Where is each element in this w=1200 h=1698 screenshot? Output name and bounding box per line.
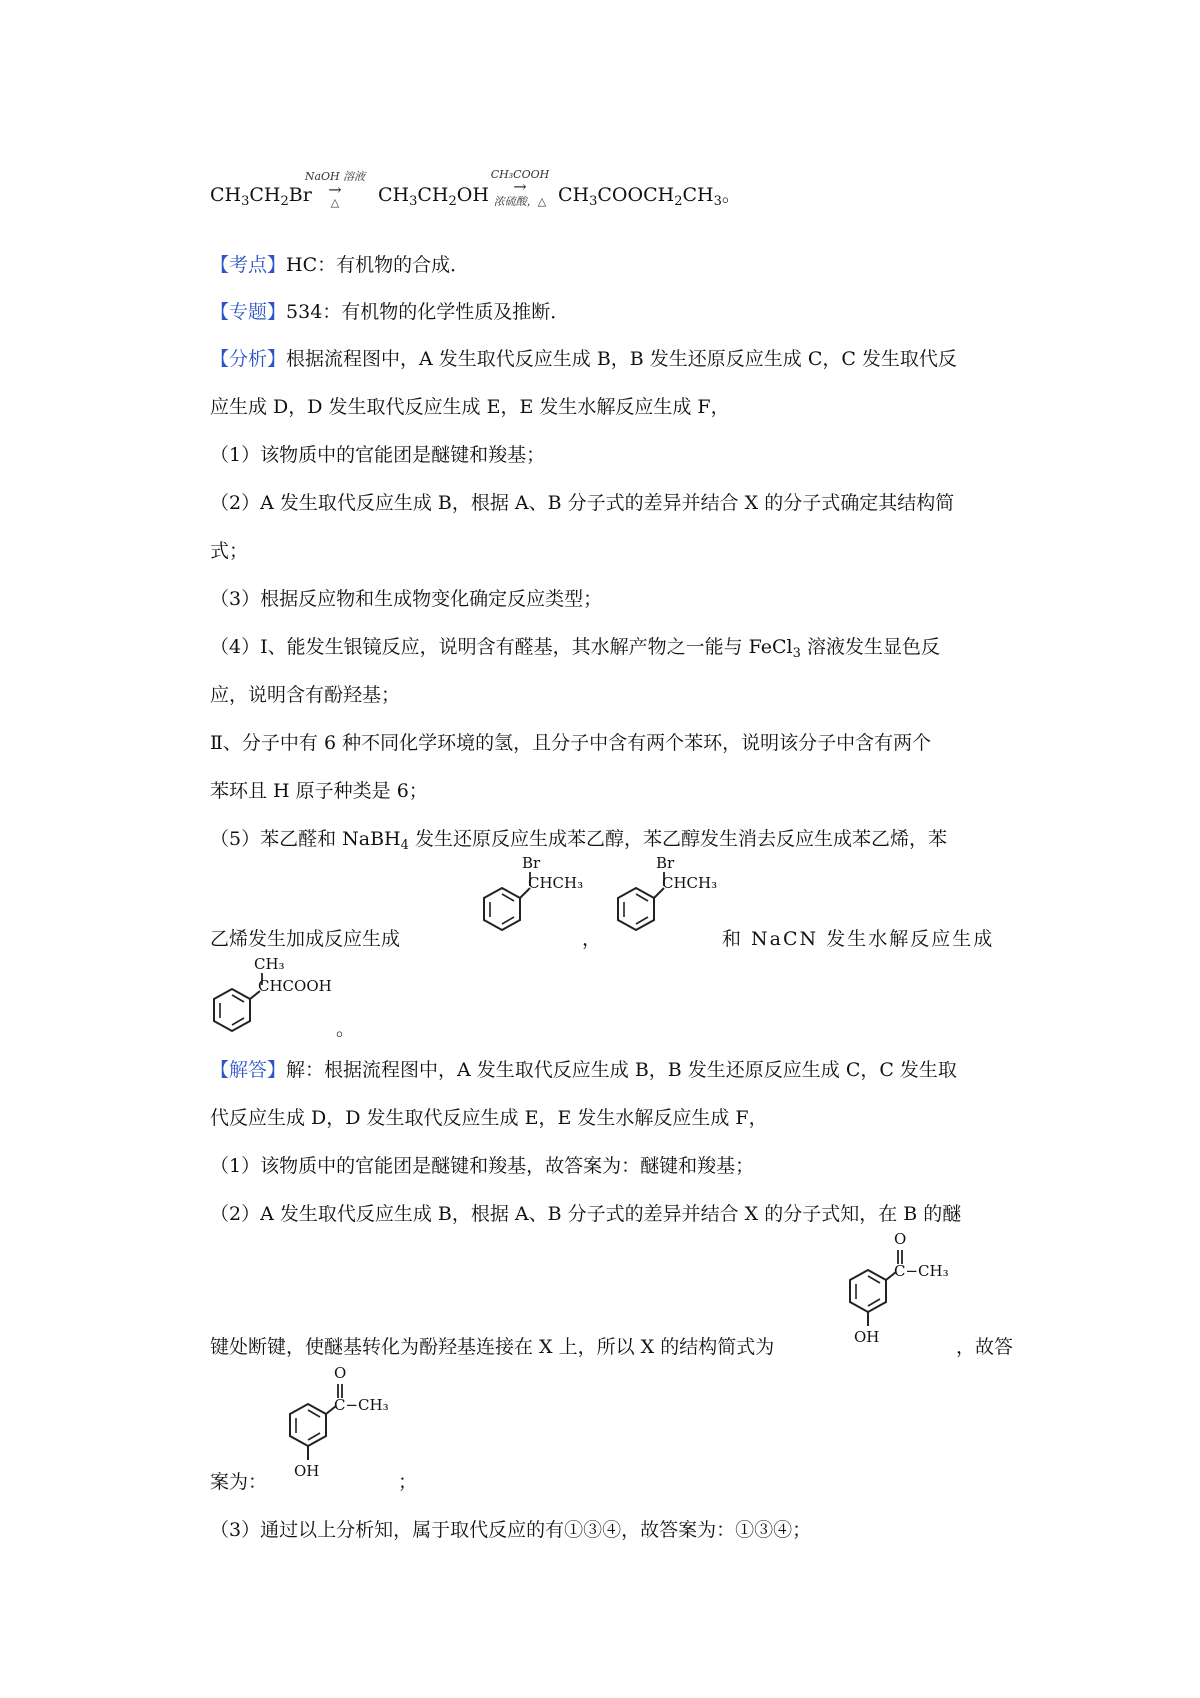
fenxi-p4a: （4）Ⅰ、能发生银镜反应，说明含有醛基，其水解产物之一能与 FeCl$_3$ 溶液发生显色反 xyxy=(210,636,940,661)
hydroxyacetophenone-structure-1 xyxy=(838,1230,968,1346)
keto-chain-label: C−CH₃ xyxy=(894,1262,949,1280)
keto-o-label: O xyxy=(894,1230,907,1248)
fenxi-p2b: 式； xyxy=(210,540,249,562)
fenxi-p4b: 应，说明含有酚羟基； xyxy=(210,684,401,706)
oh-label: OH xyxy=(854,1328,880,1346)
ethyl-acetate: $CH_3COOCH_2CH_3$。 xyxy=(558,184,741,209)
hydroxyacetophenone-structure-2 xyxy=(278,1364,408,1480)
jieda-tag: 【解答】 xyxy=(210,1059,287,1081)
ethyl-bromide: $CH_3CH_2Br$ xyxy=(210,184,312,209)
arrow-2 xyxy=(480,168,560,209)
fenxi-p4d: 苯环且 H 原子种类是 6； xyxy=(210,780,428,802)
methyl-label: CH₃ xyxy=(254,955,285,973)
jieda-p2c-1: 案为： xyxy=(210,1471,268,1493)
zhuanti-tag: 【专题】 xyxy=(210,301,287,323)
bromoethylbenzene-structure-2 xyxy=(596,854,718,950)
keto-o-label: O xyxy=(334,1364,347,1382)
chain-label: CHCH₃ xyxy=(528,874,584,892)
jieda-p2b-2: ，故答 xyxy=(956,1336,1014,1358)
fenxi-p3: （3）根据反应物和生成物变化确定反应类型； xyxy=(210,588,603,610)
jieda-p2a: （2）A 发生取代反应生成 B，根据 A、B 分子式的差异并结合 X 的分子式知，在 B 的醚 xyxy=(210,1203,962,1225)
fenxi-p5a: （5）苯乙醛和 NaBH$_4$ 发生还原反应生成苯乙醇，苯乙醇发生消去反应生成苯乙烯，苯 xyxy=(210,828,947,853)
fenxi-p4c: Ⅱ、分子中有 6 种不同化学环境的氢，且分子中含有两个苯环，说明该分子中含有两个 xyxy=(210,732,932,754)
chain-label: CHCH₃ xyxy=(662,874,718,892)
fenxi-p2a: （2）A 发生取代反应生成 B，根据 A、B 分子式的差异并结合 X 的分子式确定其结构简 xyxy=(210,492,955,514)
jieda-p2b-1: 键处断键，使醚基转化为酚羟基连接在 X 上，所以 X 的结构简式为 xyxy=(210,1336,775,1358)
fenxi-p5b-1: 乙烯发生加成反应生成 xyxy=(210,928,401,950)
kaodian-tag: 【考点】 xyxy=(210,254,287,276)
br-label: Br xyxy=(656,854,675,872)
jieda-p2c-2: ； xyxy=(398,1471,418,1493)
arrow-1-top: NaOH 溶液 xyxy=(304,170,366,183)
fenxi-line-1: 【分析】根据流程图中，A 发生取代反应生成 B，B 发生还原反应生成 C，C 发生取代反 xyxy=(210,348,957,370)
ethanol: $CH_3CH_2OH$ xyxy=(378,184,489,209)
equation-line xyxy=(210,186,312,208)
arrow-1 xyxy=(300,168,370,209)
zhuanti-line: 【专题】534：有机物的化学性质及推断． xyxy=(210,301,570,323)
br-label: Br xyxy=(522,854,541,872)
fenxi-p5b-3: 和 NaCN 发生水解反应生成 xyxy=(722,928,995,950)
phenylpropanoic-acid-structure xyxy=(200,955,350,1045)
fenxi-line-2: 应生成 D，D 发生取代反应生成 E，E 发生水解反应生成 F， xyxy=(210,396,730,418)
arrow-2-top: CH₃COOH xyxy=(490,168,550,181)
oh-label: OH xyxy=(294,1462,320,1480)
fenxi-p5c: 。 xyxy=(336,1018,356,1040)
bromoethylbenzene-structure-1 xyxy=(462,854,584,950)
jieda-line-2: 代反应生成 D，D 发生取代反应生成 E，E 发生水解反应生成 F， xyxy=(210,1107,768,1129)
acid-chain-label: CHCOOH xyxy=(258,977,332,995)
arrow-icon: → xyxy=(328,180,342,199)
kaodian-line: 【考点】HC：有机物的合成． xyxy=(210,254,470,276)
jieda-p3: （3）通过以上分析知，属于取代反应的有①③④，故答案为：①③④； xyxy=(210,1519,812,1541)
fenxi-p1: （1）该物质中的官能团是醚键和羧基； xyxy=(210,444,546,466)
arrow-2-bottom: 浓硫酸，△ xyxy=(493,195,547,208)
jieda-p1: （1）该物质中的官能团是醚键和羧基，故答案为：醚键和羧基； xyxy=(210,1155,755,1177)
jieda-line-1: 【解答】解：根据流程图中，A 发生取代反应生成 B，B 发生还原反应生成 C，C 发生取 xyxy=(210,1059,957,1081)
arrow-icon: → xyxy=(513,177,527,196)
arrow-1-bottom: △ xyxy=(330,196,340,209)
keto-chain-label: C−CH₃ xyxy=(334,1396,389,1414)
fenxi-tag: 【分析】 xyxy=(210,348,287,370)
fenxi-p5b-2: ， xyxy=(582,928,602,950)
